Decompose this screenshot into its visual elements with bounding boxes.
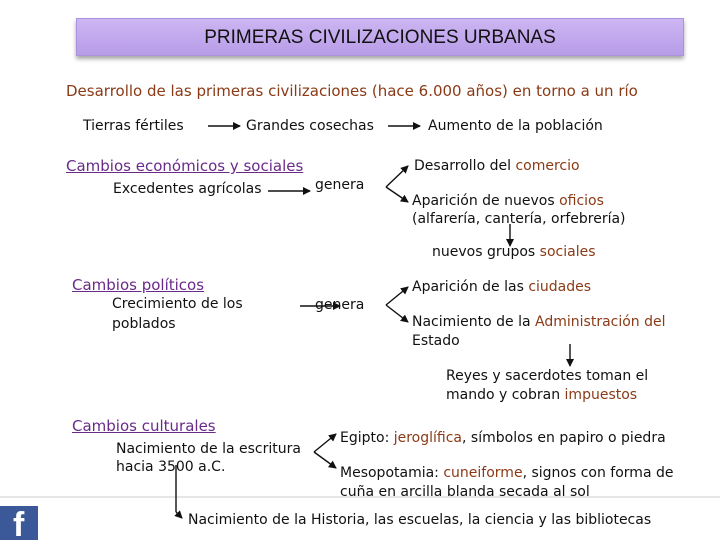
political-effect-administration-line2: Estado xyxy=(412,333,460,349)
political-result-line2: mando y cobran impuestos xyxy=(446,387,638,403)
cultural-result: Nacimiento de la Historia, las escuelas, la ciencia y las bibliotecas xyxy=(188,512,652,528)
arrow-to-commerce xyxy=(386,166,408,187)
economic-cause: Excedentes agrícolas xyxy=(113,181,262,197)
political-effect-administration: Nacimiento de la Administración del xyxy=(412,314,666,330)
economic-effect-trades: Aparición de nuevos oficios xyxy=(412,193,604,209)
chain-step-population: Aumento de la población xyxy=(428,118,603,134)
cultural-effect-mesopotamia-line2: cuña en arcilla blanda secada al sol xyxy=(340,484,590,500)
heading-economic: Cambios económicos y sociales xyxy=(66,157,304,175)
economic-result: nuevos grupos sociales xyxy=(432,244,596,260)
cultural-effect-mesopotamia: Mesopotamia: cuneiforme, signos con forma de xyxy=(340,465,674,481)
arrow-to-mesopotamia xyxy=(314,452,336,468)
facebook-icon[interactable]: f xyxy=(0,506,38,540)
heading-political: Cambios políticos xyxy=(72,276,205,294)
economic-verb: genera xyxy=(315,177,365,193)
arrow-to-history-h xyxy=(176,512,182,518)
political-cause-line2: poblados xyxy=(112,316,176,332)
political-cause-line1: Crecimiento de los xyxy=(112,296,243,312)
chain-step-harvest: Grandes cosechas xyxy=(246,118,374,134)
political-verb: genera xyxy=(315,297,365,313)
political-effect-cities: Aparición de las ciudades xyxy=(412,279,592,295)
cultural-effect-egypt: Egipto: jeroglífica, símbolos en papiro o piedra xyxy=(340,430,666,446)
arrow-to-trades xyxy=(386,187,408,202)
political-result-line1: Reyes y sacerdotes toman el xyxy=(446,368,649,384)
economic-effect-trades-detail: (alfarería, cantería, orfebrería) xyxy=(412,211,626,227)
arrow-to-administration xyxy=(386,305,408,322)
cultural-cause-line1: Nacimiento de la escritura xyxy=(116,441,301,457)
arrow-to-egypt xyxy=(314,434,336,452)
page-title: PRIMERAS CIVILIZACIONES URBANAS xyxy=(204,27,556,48)
arrow-to-cities xyxy=(386,287,408,305)
headline: Desarrollo de las primeras civilizaciones (hace 6.000 años) en torno a un río xyxy=(66,82,638,100)
cultural-cause-line2: hacia 3500 a.C. xyxy=(116,459,226,475)
chain-step-fertile-land: Tierras fértiles xyxy=(83,118,184,134)
economic-effect-commerce: Desarrollo del comercio xyxy=(414,158,580,174)
heading-cultural: Cambios culturales xyxy=(72,417,216,435)
